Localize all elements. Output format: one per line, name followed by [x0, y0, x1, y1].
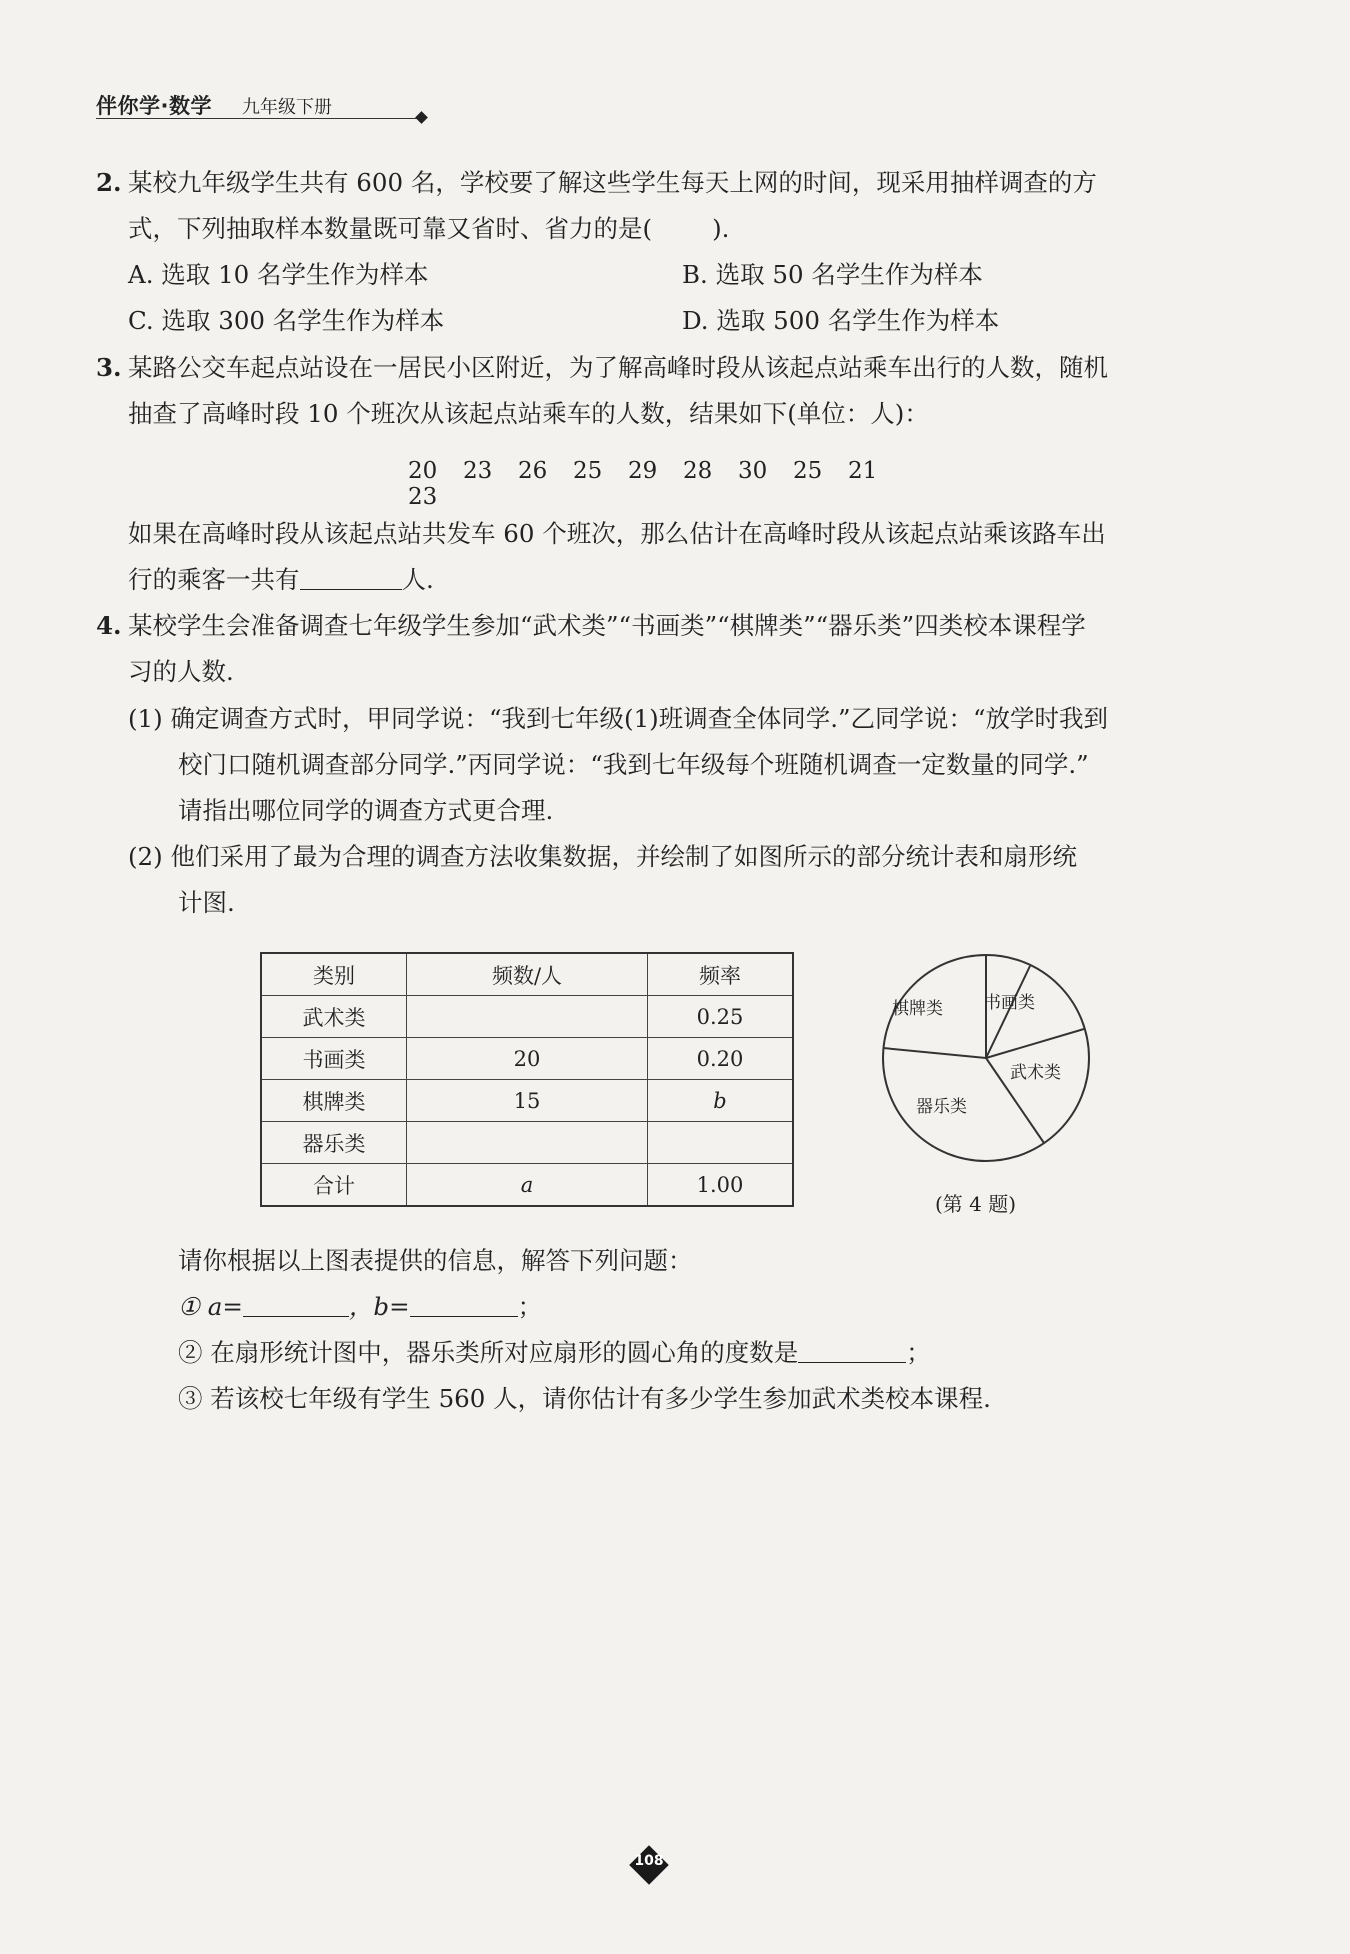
table-header: 频率	[648, 953, 794, 996]
pie-chart	[880, 952, 1092, 1164]
q2-option-c: C. 选取 300 名学生作为样本	[128, 306, 445, 335]
table-cell: 1.00	[648, 1164, 794, 1207]
q4-part1-line3: 请指出哪位同学的调查方式更合理.	[178, 796, 554, 825]
q2-option-a: A. 选取 10 名学生作为样本	[128, 260, 429, 289]
q4-line2: 习的人数.	[128, 657, 234, 686]
table-row	[261, 1122, 793, 1164]
table-cell	[407, 1122, 648, 1164]
answer-blank-b[interactable]	[410, 1294, 518, 1317]
table-cell: b	[648, 1080, 794, 1122]
table-header: 频数/人	[407, 953, 648, 996]
q4-part1-line1: (1) 确定调查方式时，甲同学说：“我到七年级(1)班调查全体同学.”乙同学说：“放学时我到	[128, 704, 1109, 733]
table-row	[261, 1038, 793, 1080]
q2-option-d: D. 选取 500 名学生作为样本	[682, 306, 1000, 335]
pie-label-qiyue: 器乐类	[916, 1097, 967, 1117]
table-cell	[648, 1122, 794, 1164]
pie-divider-2	[883, 1048, 986, 1058]
header-rule	[96, 118, 421, 119]
page-number: 108	[634, 1853, 664, 1869]
q4-sub2: ② 在扇形统计图中，器乐类所对应扇形的圆心角的度数是 ；	[178, 1338, 931, 1367]
q4-part2-line2: 计图.	[178, 888, 235, 917]
table-cell	[407, 996, 648, 1038]
q3-line3: 如果在高峰时段从该起点站共发车 60 个班次，那么估计在高峰时段从该起点站乘该路车出	[128, 519, 1106, 548]
figure-caption: (第 4 题)	[935, 1192, 1017, 1216]
q2-line2: 式，下列抽取样本数量既可靠又省时、省力的是( ).	[128, 214, 730, 243]
pie-label-wushu: 武术类	[1010, 1063, 1061, 1083]
table-cell: 20	[407, 1038, 648, 1080]
table-row	[261, 1080, 793, 1122]
q3-line4: 行的乘客一共有 人.	[128, 565, 434, 594]
pie-divider-4	[986, 1029, 1084, 1058]
page-number-badge	[630, 1846, 668, 1884]
running-header	[96, 88, 426, 122]
q4-part1-line2: 校门口随机调查部分同学.”丙同学说：“我到七年级每个班随机调查一定数量的同学.”	[178, 750, 1089, 779]
table-cell: 0.25	[648, 996, 794, 1038]
book-title: 伴你学·数学	[96, 94, 212, 118]
grade-label: 九年级下册	[242, 97, 332, 118]
table-cell: 合计	[261, 1164, 407, 1207]
pie-label-qipai: 棋牌类	[892, 999, 943, 1019]
q2-option-b: B. 选取 50 名学生作为样本	[682, 260, 983, 289]
q3-line2: 抽查了高峰时段 10 个班次从该起点站乘车的人数，结果如下(单位：人)：	[128, 399, 929, 428]
q4-sub3: ③ 若该校七年级有学生 560 人，请你估计有多少学生参加武术类校本课程.	[178, 1384, 991, 1413]
table-cell: a	[407, 1164, 648, 1207]
q4-after-text: 请你根据以上图表提供的信息，解答下列问题：	[178, 1246, 693, 1275]
answer-blank-a[interactable]	[243, 1294, 349, 1317]
table-header: 类别	[261, 953, 407, 996]
q2-number: 2.	[96, 168, 122, 197]
q4-sub1: ① a= ，b= ；	[178, 1292, 543, 1321]
q3-answer-blank[interactable]	[300, 567, 402, 590]
table-row	[261, 1164, 793, 1207]
q4-number: 4.	[96, 611, 122, 640]
q2-line1: 2. 某校九年级学生共有 600 名，学校要了解这些学生每天上网的时间，现采用抽样调查的方	[96, 166, 1097, 200]
q4-line1: 4. 某校学生会准备调查七年级学生参加“武术类”“书画类”“棋牌类”“器乐类”四类校本课程学	[96, 609, 1086, 643]
q3-data-row: 20 23 26 25 29 28 30 25 2123	[408, 458, 878, 510]
q3-line1: 3. 某路公交车起点站设在一居民小区附近，为了解高峰时段从该起点站乘车出行的人数，随机	[96, 351, 1108, 385]
table-header-row	[261, 953, 793, 996]
diamond-icon	[415, 111, 428, 124]
table-row	[261, 996, 793, 1038]
answer-blank-angle[interactable]	[798, 1340, 906, 1363]
table-cell: 15	[407, 1080, 648, 1122]
table-cell: 0.20	[648, 1038, 794, 1080]
table-cell: 器乐类	[261, 1122, 407, 1164]
table-cell: 武术类	[261, 996, 407, 1038]
q3-number: 3.	[96, 353, 122, 382]
pie-label-shuhua: 书画类	[984, 993, 1035, 1013]
q4-part2-line1: (2) 他们采用了最为合理的调查方法收集数据，并绘制了如图所示的部分统计表和扇形统	[128, 842, 1077, 871]
table-cell: 书画类	[261, 1038, 407, 1080]
table-cell: 棋牌类	[261, 1080, 407, 1122]
frequency-table	[260, 952, 794, 1207]
